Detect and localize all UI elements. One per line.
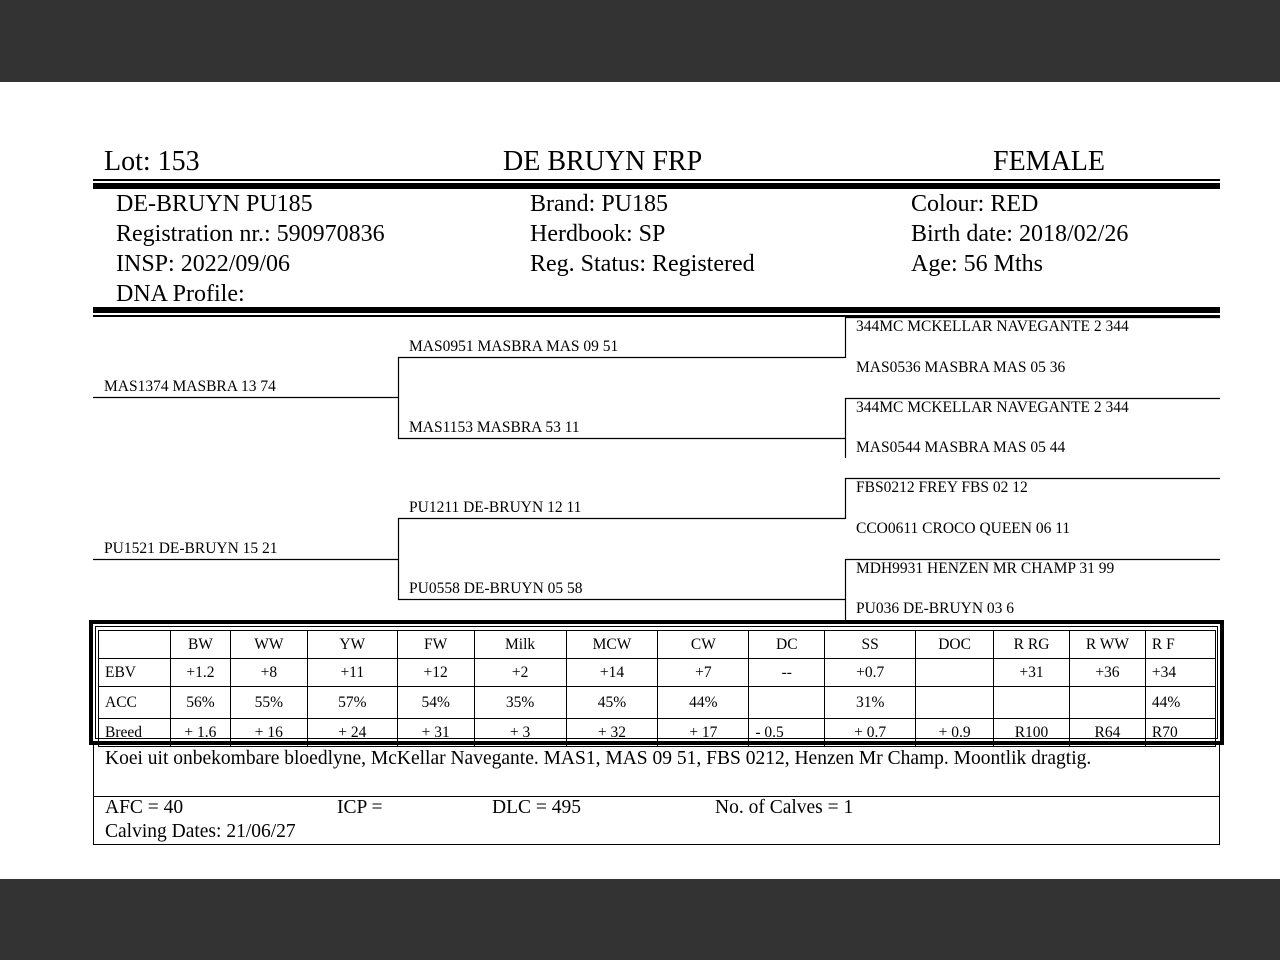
- calves-count: No. of Calves = 1: [715, 797, 854, 818]
- pedigree-ggp-4: MAS0544 MASBRA MAS 05 44: [856, 439, 1066, 456]
- breed-cell: + 31: [397, 719, 474, 747]
- acc-cell: 57%: [307, 687, 397, 719]
- ebv-header-cell: DC: [749, 631, 825, 659]
- pedigree-dam-dam: PU0558 DE-BRUYN 05 58: [409, 580, 583, 597]
- ebv-cell: +36: [1069, 659, 1145, 687]
- pedigree-ggp-5: FBS0212 FREY FBS 02 12: [856, 479, 1028, 496]
- breed-cell: + 1.6: [170, 719, 230, 747]
- comment-divider: [94, 796, 1219, 797]
- comment-text: Koei uit onbekombare bloedlyne, McKellar Navegante. MAS1, MAS 09 51, FBS 0212, Henzen Mr Champ. Moontlik dragtig.: [105, 748, 1092, 769]
- pedigree-sire: MAS1374 MASBRA 13 74: [104, 378, 276, 395]
- inspection-date: INSP: 2022/09/06: [116, 251, 291, 277]
- ebv-header-cell: CW: [658, 631, 749, 659]
- ebv-row: [99, 659, 1216, 687]
- acc-cell: 44%: [1145, 687, 1215, 719]
- ebv-cell: +2: [474, 659, 566, 687]
- icp-value: ICP =: [337, 797, 383, 818]
- age: Age: 56 Mths: [911, 251, 1043, 277]
- acc-cell: [994, 687, 1070, 719]
- acc-cell: 31%: [825, 687, 916, 719]
- ebv-header-cell: FW: [397, 631, 474, 659]
- breed-cell: + 32: [566, 719, 658, 747]
- sex-label: FEMALE: [993, 146, 1105, 177]
- dna-profile: DNA Profile:: [116, 281, 245, 307]
- ebv-cell: [916, 659, 994, 687]
- ebv-cell: +12: [397, 659, 474, 687]
- dlc-value: DLC = 495: [492, 797, 581, 818]
- comment-footer-box: [93, 743, 1220, 845]
- breed-cell: R100: [994, 719, 1070, 747]
- breeder-name: DE BRUYN FRP: [503, 146, 703, 177]
- breed-cell: + 3: [474, 719, 566, 747]
- ebv-header-cell: SS: [825, 631, 916, 659]
- ebv-table: [98, 630, 1216, 747]
- pedigree-sire-sire: MAS0951 MASBRA MAS 09 51: [409, 338, 619, 355]
- acc-cell: 54%: [397, 687, 474, 719]
- pedigree-ggp-8: PU036 DE-BRUYN 03 6: [856, 600, 1015, 617]
- pedigree-dam: PU1521 DE-BRUYN 15 21: [104, 540, 278, 557]
- ebv-header-row: [99, 631, 1216, 659]
- ebv-header-cell: MCW: [566, 631, 658, 659]
- pedigree-ggp-3: 344MC MCKELLAR NAVEGANTE 2 344: [856, 399, 1129, 416]
- ebv-cell: +34: [1145, 659, 1215, 687]
- registration-number: Registration nr.: 590970836: [116, 221, 385, 247]
- pedigree-ggp-1: 344MC MCKELLAR NAVEGANTE 2 344: [856, 318, 1129, 335]
- acc-cell: 35%: [474, 687, 566, 719]
- acc-cell: 45%: [566, 687, 658, 719]
- ebv-cell: +14: [566, 659, 658, 687]
- ebv-header-cell: R WW: [1069, 631, 1145, 659]
- calving-dates: Calving Dates: 21/06/27: [105, 821, 296, 842]
- afc-value: AFC = 40: [105, 797, 184, 818]
- pedigree-ggp-6: CCO0611 CROCO QUEEN 06 11: [856, 520, 1071, 537]
- breed-row-label: Breed: [99, 719, 171, 747]
- breed-cell: + 0.7: [825, 719, 916, 747]
- pedigree-ggp-7: MDH9931 HENZEN MR CHAMP 31 99: [856, 560, 1115, 577]
- ebv-header-cell: [99, 631, 171, 659]
- brand: Brand: PU185: [530, 191, 668, 217]
- ebv-header-cell: R RG: [994, 631, 1070, 659]
- acc-cell: 44%: [658, 687, 749, 719]
- ebv-header-cell: Milk: [474, 631, 566, 659]
- breed-cell: + 16: [230, 719, 307, 747]
- breed-cell: R64: [1069, 719, 1145, 747]
- pedigree-sire-dam: MAS1153 MASBRA 53 11: [409, 419, 580, 436]
- lot-number: Lot: 153: [104, 146, 200, 177]
- ebv-header-cell: WW: [230, 631, 307, 659]
- ebv-cell: --: [749, 659, 825, 687]
- ebv-cell: +11: [307, 659, 397, 687]
- birth-date: Birth date: 2018/02/26: [911, 221, 1129, 247]
- ebv-cell: +8: [230, 659, 307, 687]
- ebv-cell: +0.7: [825, 659, 916, 687]
- ebv-header-cell: DOC: [916, 631, 994, 659]
- colour: Colour: RED: [911, 191, 1039, 217]
- acc-cell: [916, 687, 994, 719]
- registration-status: Reg. Status: Registered: [530, 251, 755, 277]
- pedigree-dam-sire: PU1211 DE-BRUYN 12 11: [409, 499, 582, 516]
- ebv-cell: +1.2: [170, 659, 230, 687]
- breed-cell: + 24: [307, 719, 397, 747]
- pedigree-ggp-2: MAS0536 MASBRA MAS 05 36: [856, 359, 1066, 376]
- herdbook: Herdbook: SP: [530, 221, 666, 247]
- ebv-cell: +31: [994, 659, 1070, 687]
- breed-cell: - 0.5: [749, 719, 825, 747]
- acc-cell: [1069, 687, 1145, 719]
- ebv-cell: +7: [658, 659, 749, 687]
- ebv-header-cell: BW: [170, 631, 230, 659]
- ebv-row-label: EBV: [99, 659, 171, 687]
- acc-cell: [749, 687, 825, 719]
- ebv-header-cell: YW: [307, 631, 397, 659]
- acc-row: [99, 687, 1216, 719]
- ebv-header-cell: R F: [1145, 631, 1215, 659]
- acc-cell: 56%: [170, 687, 230, 719]
- breed-cell: + 0.9: [916, 719, 994, 747]
- breed-cell: + 17: [658, 719, 749, 747]
- animal-name: DE-BRUYN PU185: [116, 191, 313, 217]
- acc-cell: 55%: [230, 687, 307, 719]
- breed-cell: R70: [1145, 719, 1215, 747]
- acc-row-label: ACC: [99, 687, 171, 719]
